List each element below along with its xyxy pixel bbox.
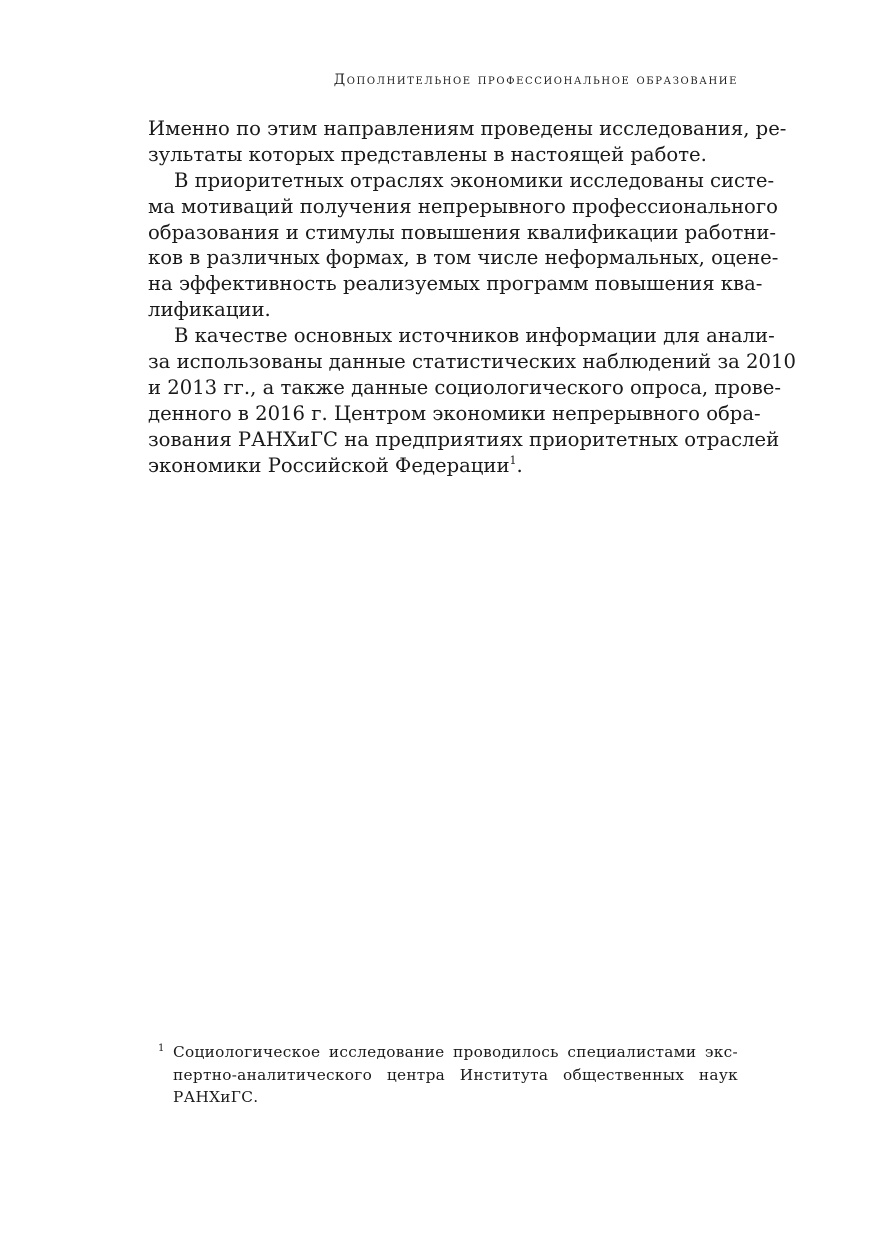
footnote-mark: 1 [158, 1043, 165, 1054]
footnote [148, 1041, 738, 1109]
paragraph-3-line-5: зования РАНХиГС на предприятиях приоритетных отраслей [148, 427, 780, 451]
paragraph-3-line-3: и 2013 гг., а также данные социологического опроса, прове- [148, 375, 782, 399]
paragraph-2-line-4: ков в различных формах, в том числе неформальных, оцене- [148, 246, 779, 270]
footnote-line-1: Социологическое исследование проводилось специалистами экс- [173, 1043, 738, 1061]
paragraph-3-line-1: В качестве основных источников информации для анали- [174, 324, 775, 348]
paragraph-3-line-4: денного в 2016 г. Центром экономики непрерывного обра- [148, 401, 761, 425]
paragraph-3-line-6-text: экономики Российской Федерации [148, 453, 510, 477]
paragraph-2-line-1: В приоритетных отраслях экономики исследованы систе- [174, 168, 775, 192]
footnote-line-2: пертно-аналитического центра Института общественных наук [173, 1065, 738, 1084]
paragraph-2-line-3: образования и стимулы повышения квалификации работни- [148, 220, 777, 244]
footnote-reference[interactable]: 1 [509, 453, 517, 467]
paragraph-2-line-6: лификации. [148, 298, 271, 322]
paragraph-2-line-2: ма мотиваций получения непрерывного профессионального [148, 194, 778, 218]
paragraph-2-line-5: на эффективность реализуемых программ повышения ква- [148, 272, 763, 296]
footnote-line-3: РАНХиГС. [173, 1088, 259, 1106]
closing-period: . [516, 453, 523, 477]
paragraph-3-line-6 [148, 453, 738, 479]
running-header: Дополнительное профессиональное образование [333, 72, 738, 88]
paragraph-3-line-2: за использованы данные статистических наблюдений за 2010 [148, 350, 796, 374]
paragraph-1-line-2: зультаты которых представлены в настоящей работе. [148, 142, 707, 166]
body-text [148, 116, 796, 478]
paragraph-1-line-1: Именно по этим направлениям проведены исследования, ре- [148, 117, 787, 140]
